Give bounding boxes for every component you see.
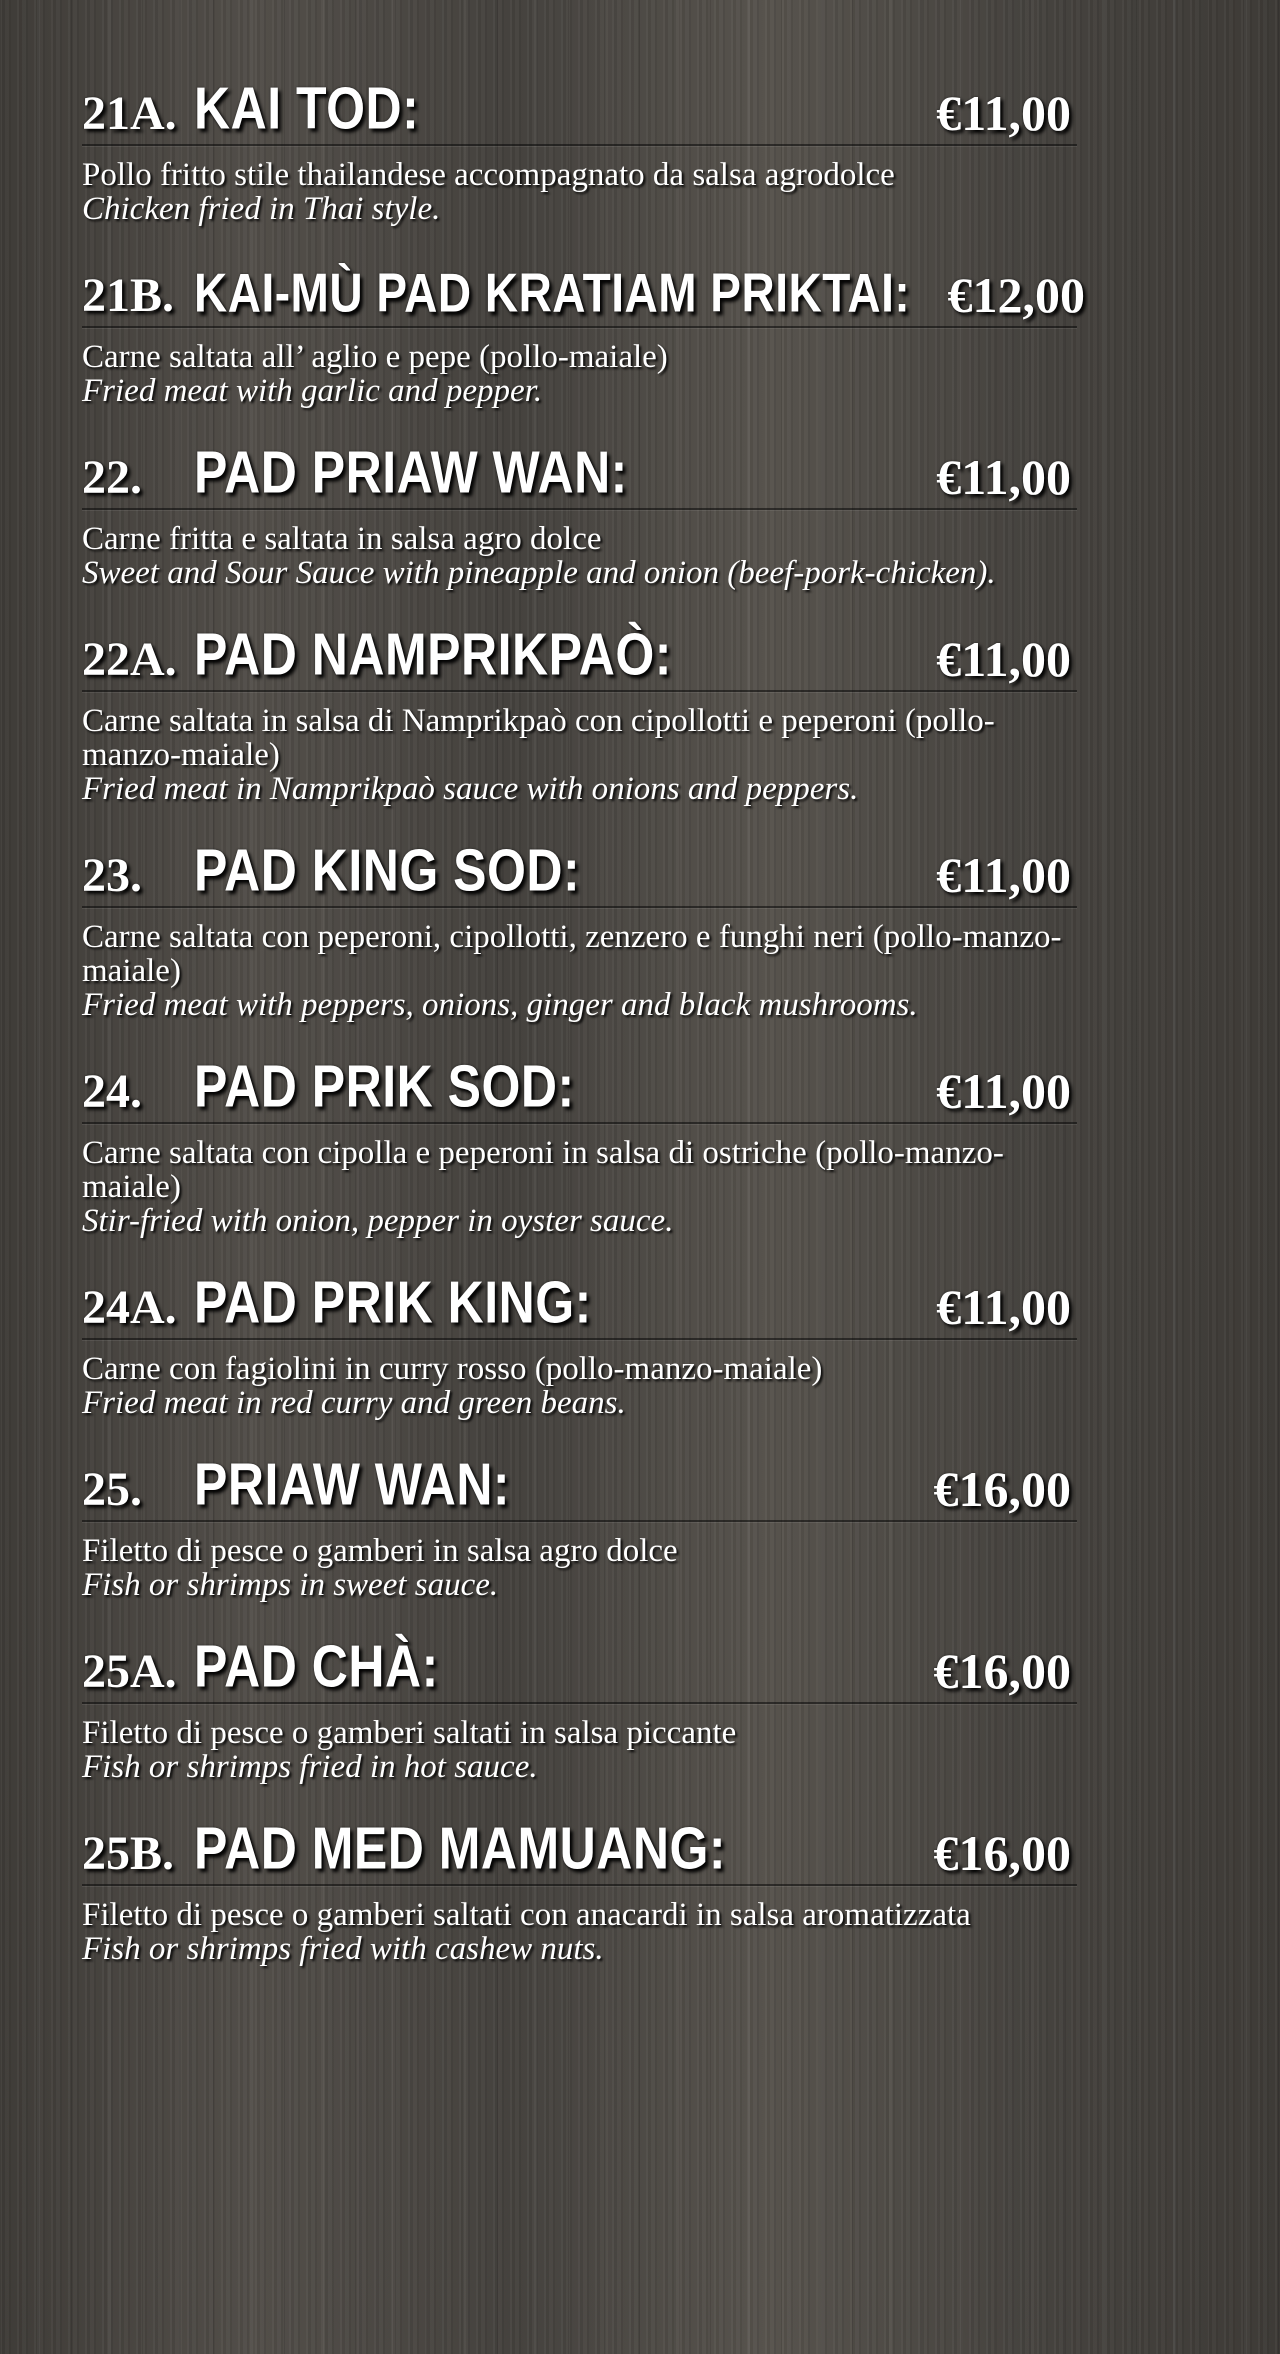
item-description: [82, 340, 1077, 408]
menu-item-header: [82, 1815, 1077, 1886]
menu-item-24a: [82, 1269, 1077, 1421]
menu-item-24: [82, 1053, 1077, 1239]
italian-description: Carne con fagiolini in curry rosso (pollo-manzo-maiale): [82, 1351, 823, 1387]
italian-description: Pollo fritto stile thailandese accompagnato da salsa agrodolce: [82, 157, 895, 193]
menu-item-header: [82, 621, 1077, 692]
italian-description: Carne saltata con cipolla e peperoni in salsa di ostriche (pollo-manzo-maiale): [82, 1135, 1004, 1205]
item-name: PAD PRIK KING:: [194, 1269, 592, 1336]
english-description: Fried meat with peppers, onions, ginger and black mushrooms.: [82, 987, 918, 1023]
item-name: PAD MED MAMUANG:: [194, 1815, 727, 1882]
item-number: 21A.: [82, 87, 177, 140]
item-description: [82, 1534, 1077, 1602]
italian-description: Carne saltata con peperoni, cipollotti, zenzero e funghi neri (pollo-manzo-maiale): [82, 919, 1062, 989]
english-description: Fried meat in Namprikpaò sauce with onions and peppers.: [82, 771, 859, 807]
menu-item-21b: [82, 260, 1085, 409]
item-name: PAD CHÀ:: [194, 1633, 439, 1700]
item-description: [82, 704, 1077, 806]
italian-description: Carne saltata in salsa di Namprikpaò con cipollotti e peperoni (pollo-manzo-maiale): [82, 703, 995, 773]
english-description: Sweet and Sour Sauce with pineapple and onion (beef-pork-chicken).: [82, 555, 996, 591]
item-number: 25A.: [82, 1645, 177, 1698]
english-description: Stir-fried with onion, pepper in oyster sauce.: [82, 1203, 674, 1239]
item-description: [82, 522, 1077, 590]
item-price: €11,00: [936, 631, 1071, 687]
item-number: 22A.: [82, 633, 177, 686]
english-description: Fried meat in red curry and green beans.: [82, 1385, 626, 1421]
item-price: €16,00: [933, 1461, 1071, 1517]
menu-item-header: [82, 1633, 1077, 1704]
item-description: [82, 920, 1077, 1022]
menu-item-22a: [82, 621, 1077, 807]
item-price: €11,00: [936, 449, 1071, 505]
menu-item-23: [82, 837, 1077, 1023]
item-description: [82, 1716, 1077, 1784]
item-description: [82, 1352, 1077, 1420]
item-description: [82, 1898, 1077, 1966]
italian-description: Carne fritta e saltata in salsa agro dolce: [82, 521, 602, 557]
item-number: 25B.: [82, 1827, 175, 1880]
menu-item-header: [82, 75, 1077, 146]
english-description: Fried meat with garlic and pepper.: [82, 373, 543, 409]
italian-description: Filetto di pesce o gamberi in salsa agro dolce: [82, 1533, 678, 1569]
item-number: 25.: [82, 1463, 142, 1516]
item-number: 23.: [82, 849, 142, 902]
item-name: PRIAW WAN:: [194, 1451, 511, 1518]
item-name: KAI-MÙ PAD KRATIAM PRIKTAI:: [194, 262, 911, 324]
menu-list: [82, 75, 1085, 2000]
item-price: €16,00: [933, 1643, 1071, 1699]
menu-item-header: [82, 1451, 1077, 1522]
english-description: Fish or shrimps in sweet sauce.: [82, 1567, 499, 1603]
menu-item-header: [82, 260, 1085, 328]
menu-item-25a: [82, 1633, 1077, 1785]
item-description: [82, 1136, 1077, 1238]
menu-item-21a: [82, 75, 1077, 227]
italian-description: Filetto di pesce o gamberi saltati in salsa piccante: [82, 1715, 737, 1751]
italian-description: Filetto di pesce o gamberi saltati con anacardi in salsa aromatizzata: [82, 1897, 971, 1933]
item-price: €11,00: [936, 1063, 1071, 1119]
menu-item-header: [82, 1053, 1077, 1124]
item-name: PAD PRIK SOD:: [194, 1053, 575, 1120]
italian-description: Carne saltata all’ aglio e pepe (pollo-maiale): [82, 339, 668, 375]
english-description: Chicken fried in Thai style.: [82, 191, 441, 227]
menu-item-header: [82, 1269, 1077, 1340]
item-number: 21B.: [82, 269, 175, 322]
item-number: 24A.: [82, 1281, 177, 1334]
item-price: €11,00: [936, 85, 1071, 141]
menu-item-25: [82, 1451, 1077, 1603]
item-price: €11,00: [936, 1279, 1071, 1335]
english-description: Fish or shrimps fried in hot sauce.: [82, 1749, 538, 1785]
item-name: PAD PRIAW WAN:: [194, 439, 628, 506]
item-number: 22.: [82, 451, 142, 504]
item-price: €16,00: [933, 1825, 1071, 1881]
item-price: €11,00: [936, 847, 1071, 903]
menu-item-header: [82, 439, 1077, 510]
english-description: Fish or shrimps fried with cashew nuts.: [82, 1931, 604, 1967]
item-name: PAD KING SOD:: [194, 837, 581, 904]
menu-item-25b: [82, 1815, 1077, 1967]
item-price: €12,00: [947, 267, 1085, 323]
menu-item-header: [82, 837, 1077, 908]
item-name: PAD NAMPRIKPAÒ:: [194, 621, 672, 688]
item-name: KAI TOD:: [194, 75, 420, 142]
item-number: 24.: [82, 1065, 142, 1118]
menu-item-22: [82, 439, 1077, 591]
item-description: [82, 158, 1077, 226]
